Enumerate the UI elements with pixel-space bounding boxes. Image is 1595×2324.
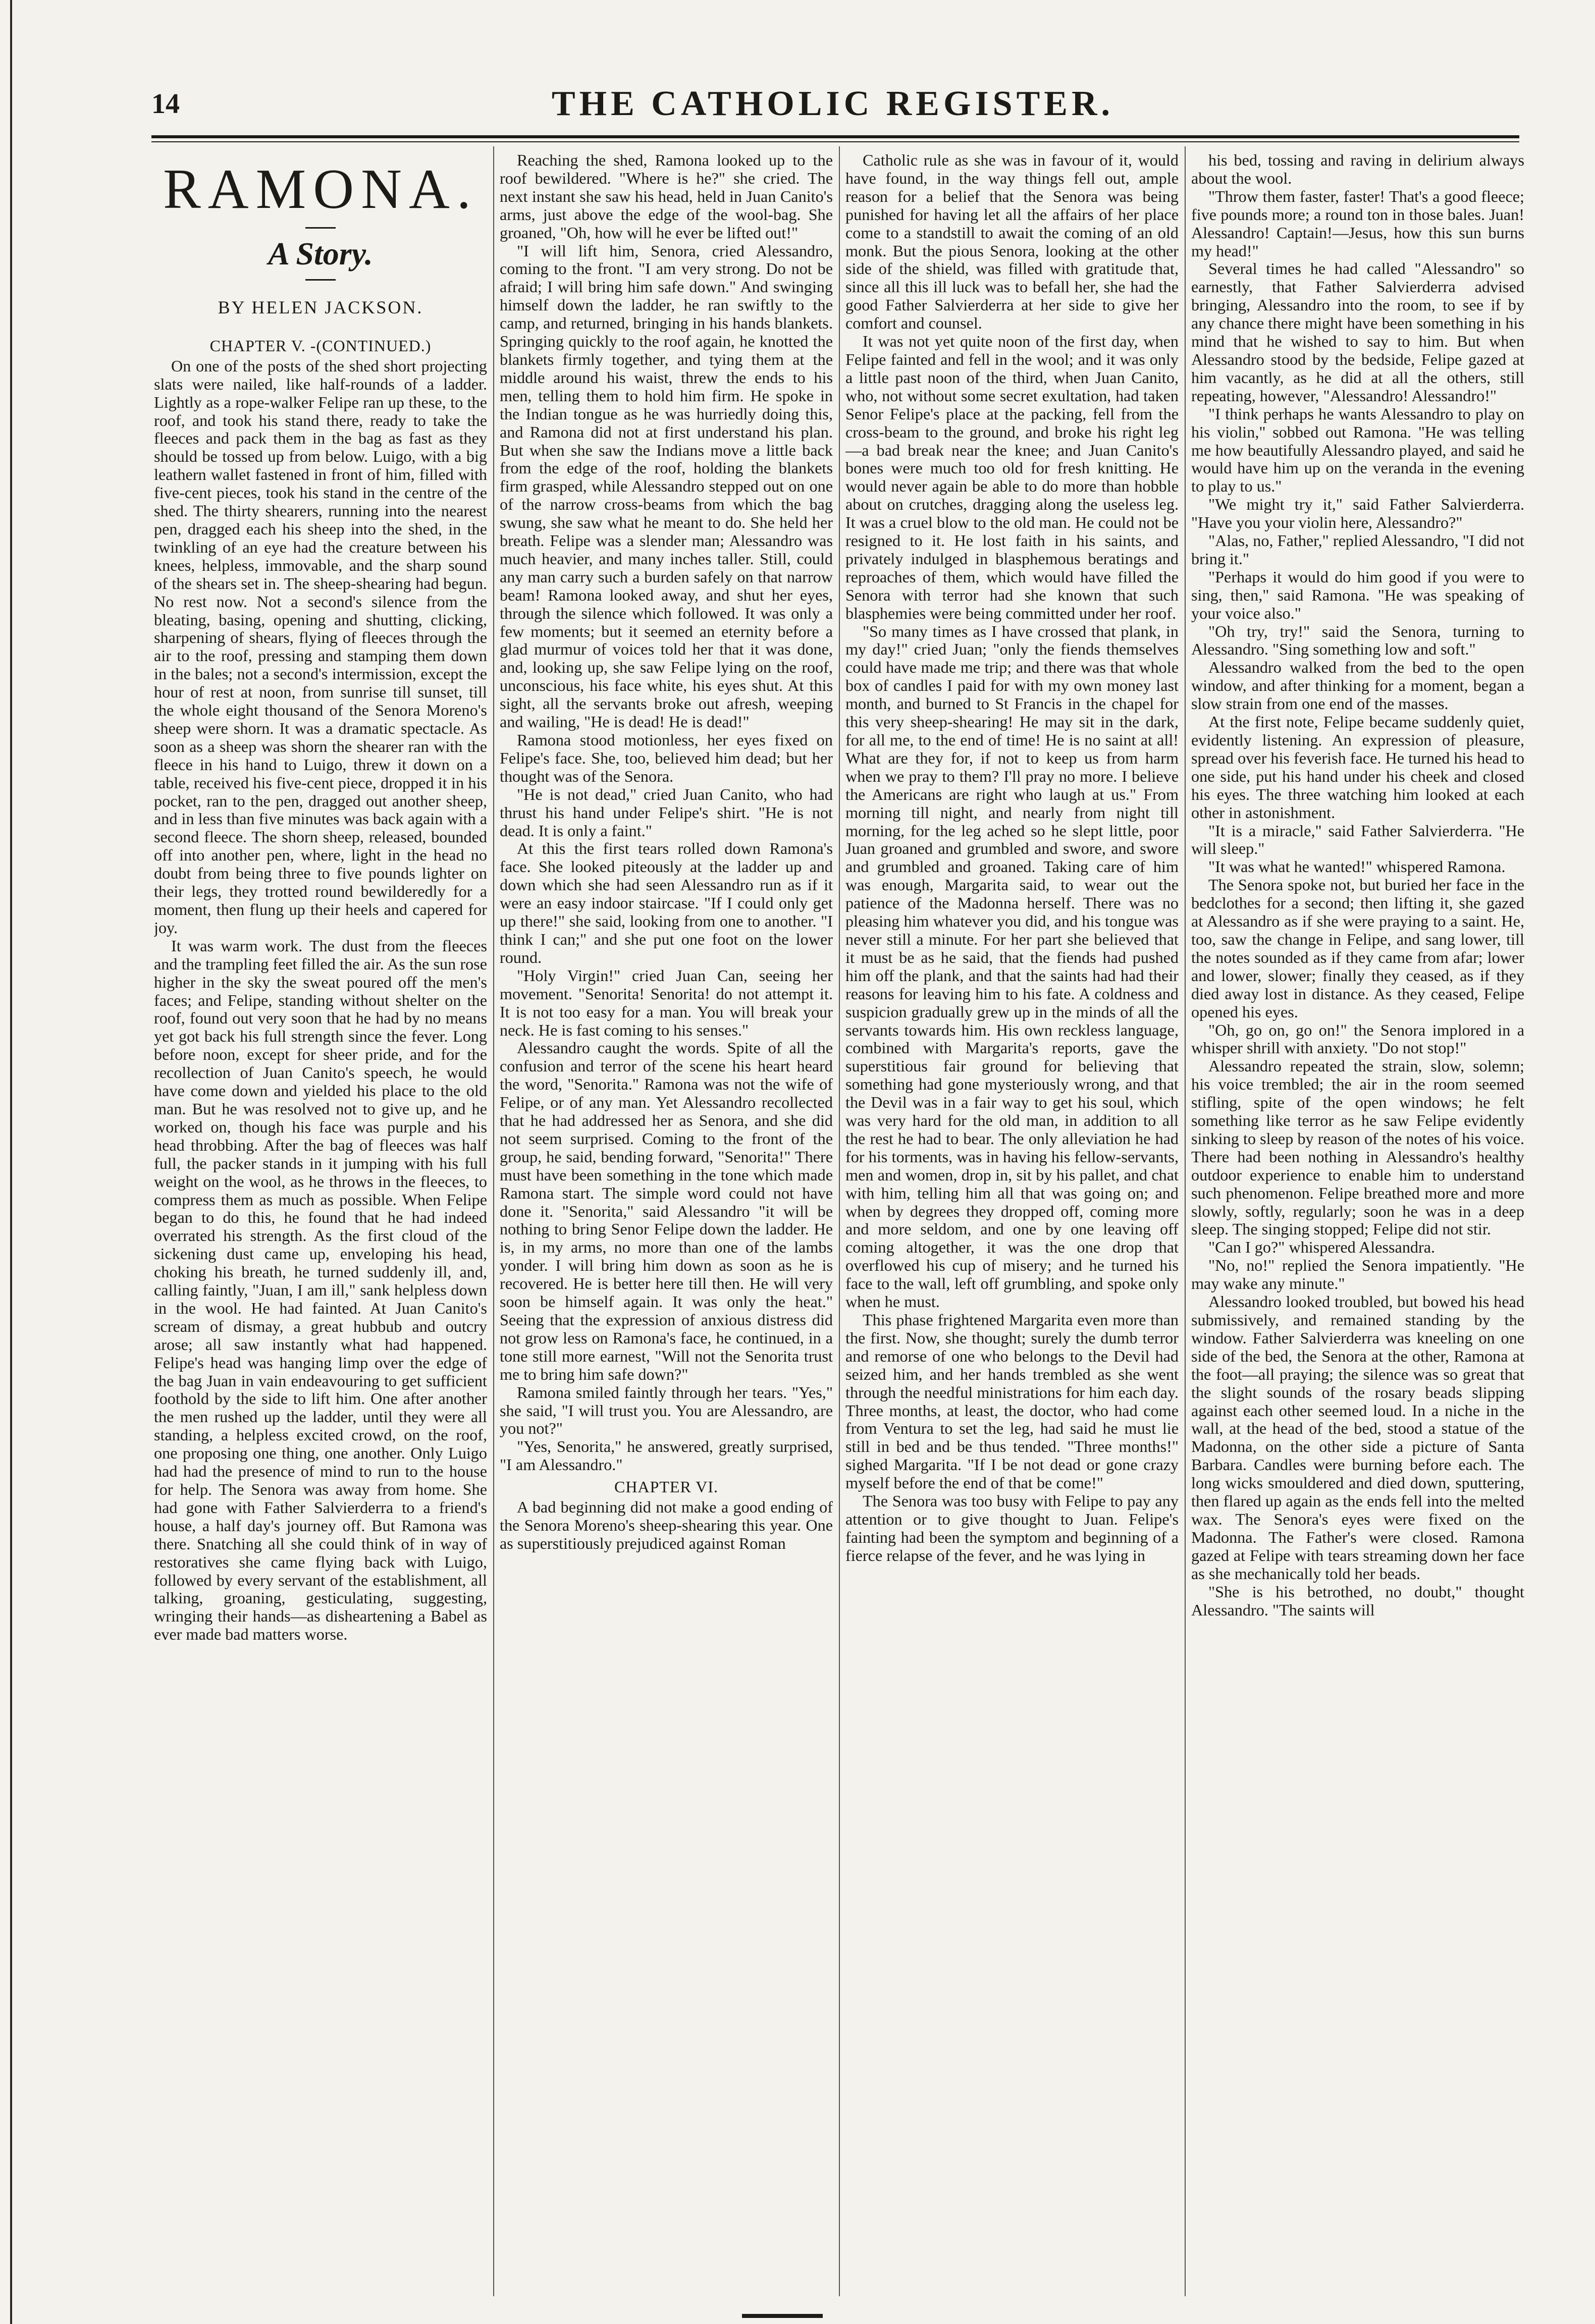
- paragraph: A bad beginning did not make a good ending of the Senora Moreno's sheep-shearing this year. One as superstitiously prejudiced against Roman: [500, 1498, 833, 1552]
- paragraph: Ramona stood motionless, her eyes fixed on Felipe's face. She, too, believed him dead; but her thought was of the Senora.: [500, 731, 833, 785]
- page-edge: [10, 0, 12, 2324]
- column-rule: [493, 146, 494, 2296]
- paragraph: Alessandro repeated the strain, slow, solemn; his voice trembled; the air in the room seemed stifling, spite of the open windows; he felt something like terror as he saw Felipe evidently sinking to sleep by reason of the notes of his voice. There had been nothing in Alessandro's healthy outdoor experience to enable him to understand such phenomenon. Felipe breathed more and more slowly, softly, regularly; soon he was in a deep sleep. The singing stopped; Felipe did not stir.: [1191, 1057, 1524, 1238]
- byline: BY HELEN JACKSON.: [218, 297, 423, 317]
- column-text: [154, 357, 487, 1644]
- column-1: [154, 151, 487, 2271]
- column-rule: [839, 146, 840, 2296]
- paragraph: "It was what he wanted!" whispered Ramona.: [1208, 857, 1506, 876]
- column-text: [500, 151, 833, 1474]
- paragraph: "Oh try, try!" said the Senora, turning to Alessandro. "Sing something low and soft.": [1191, 622, 1524, 659]
- column-4: [1191, 151, 1524, 2271]
- paragraph: Several times he had called "Alessandro" so earnestly, that Father Salvierderra advised bringing, Alessandro into the room, to see if by any chance there might have been something in his mind that he wished to say to him. But when Alessandro stood by the bedside, Felipe gazed at him vacantly, as he did at all the others, still repeating, however, "Alessandro! Alessandro!": [1191, 259, 1524, 405]
- column-rule: [1185, 146, 1186, 2296]
- bottom-ornament: [742, 2314, 823, 2318]
- paragraph: "Alas, no, Father," replied Alessandro, "I did not bring it.": [1191, 531, 1524, 568]
- title-rule: [305, 227, 336, 229]
- paragraph: It was warm work. The dust from the fleeces and the trampling feet filled the air. As the sun rose higher in the sky the sweat poured off the men's faces; and Felipe, standing without shelter on the roof, found out very soon that he had by no means yet got back his full strength since the fever. Long before noon, except for sheer pride, and for the recollection of Juan Canito's speech, he would have come down and yielded his place to the old man. But he was resolved not to give up, and he worked on, though his face was purple and his head throbbing. After the bag of fleeces was half full, the packer stands in it jumping with his full weight on the wool, as he throws in the fleeces, to compress them as much as possible. When Felipe began to do this, he found that he had indeed overrated his strength. As the first cloud of the sickening dust came up, enveloping his head, choking his breath, he turned suddenly ill, and, calling faintly, "Juan, I am ill," sank helpless down in the wool. He had fainted. At Juan Canito's scream of dismay, a great hubbub and outcry arose; all saw instantly what had happened. Felipe's head was hanging limp over the edge of the bag Juan in vain endeavouring to get sufficient foothold by the side to lift him. One after another the men rushed up the ladder, until they were all standing, a helpless excited crowd, on the roof, one proposing one thing, one another. Only Luigo had had the presence of mind to run to the house for help. The Senora was away from home. She had gone with Father Salvierderra to a friend's house, a half day's journey off. But Ramona was there. Snatching all she could think of in way of restoratives she came flying back with Luigo, followed by every servant of the establishment, all talking, groaning, gesticulating, suggesting, wringing their hands—as disheartening a Babel as ever made bad matters worse.: [154, 936, 487, 1644]
- paragraph: "Can I go?" whispered Alessandra.: [1208, 1238, 1436, 1257]
- paragraph: At the first note, Felipe became suddenly quiet, evidently listening. An expression of pleasure, spread over his feverish face. He turned his head to one side, put his hand under his cheek and closed his eyes. The three watching him looked at each other in astonishment.: [1191, 713, 1524, 822]
- story-subtitle: A Story.: [268, 236, 373, 272]
- paragraph: "Yes, Senorita," he answered, greatly surprised, "I am Alessandro.": [500, 1437, 833, 1474]
- paragraph: "I think perhaps he wants Alessandro to play on his violin," sobbed out Ramona. "He was telling me how beautifully Alessandro played, and said he would have him up on the veranda in the evening to play to us.": [1191, 404, 1524, 496]
- header-rule: [151, 135, 1519, 138]
- paragraph: "She is his betrothed, no doubt," thought Alessandro. "The saints will: [1191, 1582, 1524, 1619]
- subtitle-rule: [305, 279, 336, 281]
- story-title: RAMONA.: [163, 158, 478, 221]
- paragraph: "Holy Virgin!" cried Juan Can, seeing her movement. "Senorita! Senorita! do not attempt it. It is not too easy for a man. You will break your neck. He is fast coming to his senses.": [500, 966, 833, 1039]
- masthead: THE CATHOLIC REGISTER.: [551, 84, 1114, 123]
- paragraph: his bed, tossing and raving in delirium always about the wool.: [1191, 151, 1524, 187]
- paragraph: At this the first tears rolled down Ramona's face. She looked piteously at the ladder up and down which she had seen Alessandro run as if it were an easy indoor staircase. "If I could only get up there!" she said, looking from one to another. "I think I can;" and she put one foot on the lower round.: [500, 839, 833, 966]
- paragraph: "We might try it," said Father Salvierderra. "Have you your violin here, Alessandro?": [1191, 495, 1524, 532]
- paragraph: This phase frightened Margarita even more than the first. Now, she thought; surely the dumb terror and remorse of one who belongs to the Devil had seized him, and her hands trembled as she went through the needful ministrations for him each day. Three months, at least, the doctor, who had come from Ventura to set the leg, had said he must lie still in bed and be thus tended. "Three months!" sighed Margarita. "If I be not dead or gone crazy myself before the end of that be come!": [845, 1311, 1179, 1492]
- paragraph: Ramona smiled faintly through her tears. "Yes," she said, "I will trust you. You are Alessandro, are you not?": [500, 1383, 833, 1438]
- paragraph: Alessandro caught the words. Spite of all the confusion and terror of the scene his heart heard the word, "Senorita." Ramona was not the wife of Felipe, or of any man. Yet Alessandro recollected that he had addressed her as Senora, and she did not seem surprised. Coming to the front of the group, he said, bending forward, "Senorita!" There must have been something in the tone which made Ramona start. The simple word could not have done it. "Senorita," said Alessandro "it will be nothing to bring Senor Felipe down the ladder. He is, in my arms, no more than one of the lambs yonder. I will bring him down as soon as he is recovered. He is better here till then. He will very soon be himself again. It was only the heat." Seeing that the expression of anxious distress did not grow less on Ramona's face, he continued, in a tone still more earnest, "Will not the Senorita trust me to bring him safe down?": [500, 1039, 833, 1383]
- paragraph: "So many times as I have crossed that plank, in my day!" cried Juan; "only the fiends themselves could have made me trip; and there was that whole box of candles I paid for with my own money last month, and burned to St Francis in the chapel for this very sheep-shearing! He may sit in the dark, for all me, to the end of time! He is no saint at all! What are they for, if not to keep us from harm when we pray to them? I'll pray no more. I believe the Americans are right who laugh at us." From morning till night, and nearly from night till morning, for the leg ached so he slept little, poor Juan groaned and grumbled and swore, and swore and grumbled and groaned. Taking care of him was enough, Margarita said, to wear out the patience of the Madonna herself. There was no pleasing him whatever you did, and his tongue was never still a minute. For her part she believed that it must be as he said, that the fiends had pushed him off the plank, and that the saints had had their reasons for leaving him to his fate. A coldness and suspicion gradually grew up in the minds of all the servants towards him. His own reckless language, combined with Margarita's reports, gave the superstitious fair ground for believing that something had gone mysteriously wrong, and that the Devil was in a fair way to get his soul, which was very hard for the old man, in addition to all the rest he had to bear. The only alleviation he had for his torments, was in having his fellow-servants, men and women, drop in, sit by his pallet, and chat with him, telling him all that was going on; and when by degrees they dropped off, coming more and more seldom, and one by one leaving off coming altogether, it was the one drop that overflowed his cup of misery; and he turned his face to the wall, left off grumbling, and spoke only when he must.: [845, 622, 1179, 1311]
- paragraph: "It is a miracle," said Father Salvierderra. "He will sleep.": [1191, 821, 1524, 858]
- paragraph: "Oh, go on, go on!" the Senora implored in a whisper shrill with anxiety. "Do not stop!": [1191, 1020, 1524, 1057]
- paragraph: Catholic rule as she was in favour of it, would have found, in the way things fell out, ample reason for a belief that the Senora was being punished for having let all the affairs of her place come to a standstill to await the coming of an old monk. But the pious Senora, looking at the other side of the shield, was filled with gratitude that, since all this ill luck was to befall her, she had the good Father Salvierderra at her side to give her comfort and counsel.: [845, 151, 1179, 333]
- paragraph: "I will lift him, Senora, cried Alessandro, coming to the front. "I am very strong. Do not be afraid; I will bring him safe down." And swinging himself down the ladder, he ran swiftly to the camp, and returned, bringing in his hands blankets. Springing quickly to the roof again, he knotted the blankets firmly together, and tying them at the middle around his waist, threw the ends to his men, telling them to hold him firm. He spoke in the Indian tongue as he was hurriedly doing this, and Ramona did not at first understand his plan. But when she saw the Indians move a little back from the edge of the roof, holding the blankets firm grasped, while Alessandro stepped out on one of the narrow cross-beams from which the bag swung, she saw what he meant to do. She held her breath. Felipe was a slender man; Alessandro was much heavier, and many inches taller. Still, could any man carry such a burden safely on that narrow beam! Ramona looked away, and shut her eyes, through the silence which followed. It was only a few moments; but it seemed an eternity before a glad murmur of voices told her that it was done, and, looking up, she saw Felipe lying on the roof, unconscious, his face white, his eyes shut. At this sight, all the servants broke out afresh, weeping and wailing, "He is dead! He is dead!": [500, 241, 833, 731]
- paragraph: "No, no!" replied the Senora impatiently. "He may wake any minute.": [1191, 1256, 1524, 1293]
- page-number: 14: [151, 88, 180, 120]
- column-3: [845, 151, 1179, 2271]
- paragraph: Alessandro looked troubled, but bowed his head submissively, and remained standing by the window. Father Salvierderra was kneeling on one side of the bed, the Senora at the other, Ramona at the foot—all praying; the silence was so great that the slight sounds of the rosary beads slipping against each other seemed loud. In a niche in the wall, at the head of the bed, stood a statue of the Madonna, on the other side a picture of Santa Barbara. Candles were burning before each. The long wicks smouldered and died down, sputtering, then flared up again as the ends fell into the melted wax. The Senora's eyes were fixed on the Madonna. The Father's were closed. Ramona gazed at Felipe with tears streaming down her face as she mechanically told her beads.: [1191, 1292, 1524, 1583]
- paragraph: The Senora spoke not, but buried her face in the bedclothes for a second; then lifting it, she gazed at Alessandro as if she were praying to a saint. He, too, saw the change in Felipe, and sang lower, till the notes sounded as if they came from afar; lower and lower, slower; finally they ceased, as if they died away lost in distance. As they ceased, Felipe opened his eyes.: [1191, 876, 1524, 1021]
- paragraph: "Throw them faster, faster! That's a good fleece; five pounds more; a round ton in those bales. Juan! Alessandro! Captain!—Jesus, how this sun burns my head!": [1191, 187, 1524, 260]
- paragraph: The Senora was too busy with Felipe to pay any attention or to give thought to Juan. Felipe's fainting had been the symptom and beginning of a fierce relapse of the fever, and he was lying in: [845, 1492, 1179, 1564]
- column-2: [500, 151, 833, 2271]
- header-rule-thin: [151, 141, 1519, 142]
- paragraph: Alessandro walked from the bed to the open window, and after thinking for a moment, began a slow strain from one end of the masses.: [1191, 658, 1524, 713]
- paragraph: It was not yet quite noon of the first day, when Felipe fainted and fell in the wool; and it was only a little past noon of the third, when Juan Canito, who, not without some secret exultation, had taken Senor Felipe's place at the packing, fell from the cross-beam to the ground, and broke his right leg—a bad break near the knee; and Juan Canito's bones were much too old for fresh knitting. He would never again be able to do more than hobble about on crutches, dragging along the useless leg. It was a cruel blow to the old man. He could not be resigned to it. He lost faith in his saints, and privately indulged in blasphemous beratings and reproaches of them, which would have filled the Senora with terror had she known that such blasphemies were being committed under her roof.: [845, 332, 1179, 622]
- paragraph: "He is not dead," cried Juan Canito, who had thrust his hand under Felipe's shirt. "He is not dead. It is only a faint.": [500, 785, 833, 840]
- column-text: [845, 151, 1179, 1565]
- chapter-heading: CHAPTER V. -(CONTINUED.): [209, 336, 432, 355]
- column-text: [500, 1498, 833, 1553]
- paragraph: Reaching the shed, Ramona looked up to the roof bewildered. "Where is he?" she cried. The next instant she saw his head, held in Juan Canito's arms, just above the edge of the wool-bag. She groaned, "Oh, how will he ever be lifted out!": [500, 151, 833, 242]
- page-header: [151, 81, 1514, 136]
- paragraph: On one of the posts of the shed short projecting slats were nailed, like half-rounds of a ladder. Lightly as a rope-walker Felipe ran up these, to the roof, and took his stand there, ready to take the fleeces and pack them in the bag as fast as they should be tossed up from below. Luigo, with a big leathern wallet fastened in front of him, filled with five-cent pieces, took his stand in the centre of the shed. The thirty shearers, running into the nearest pen, dragged each his sheep into the shed, in the twinkling of an eye had the creature between his knees, helpless, immovable, and the sharp sound of the shears set in. The sheep-shearing had begun. No rest now. Not a second's silence from the bleating, basing, opening and shutting, clicking, sharpening of shears, flying of fleeces through the air to the roof, pressing and stamping them down in the bales; not a second's intermission, except the hour of rest at noon, from sunrise till sunset, till the whole eight thousand of the Senora Moreno's sheep were shorn. It was a dramatic spectacle. As soon as a sheep was shorn the shearer ran with the fleece in his hand to Luigo, threw it down on a table, received his five-cent piece, dropped it in his pocket, ran to the pen, dragged out another sheep, and in less than five minutes was back again with a second fleece. The shorn sheep, released, bounded off into another pen, where, light in the head no doubt from being three to five pounds lighter on their legs, they trotted round bewilderedly for a moment, then flung up their heels and capered for joy.: [154, 356, 487, 937]
- paragraph: "Perhaps it would do him good if you were to sing, then," said Ramona. "He was speaking of your voice also.": [1191, 567, 1524, 622]
- chapter-heading: CHAPTER VI.: [614, 1478, 718, 1496]
- column-text: [1191, 151, 1524, 1619]
